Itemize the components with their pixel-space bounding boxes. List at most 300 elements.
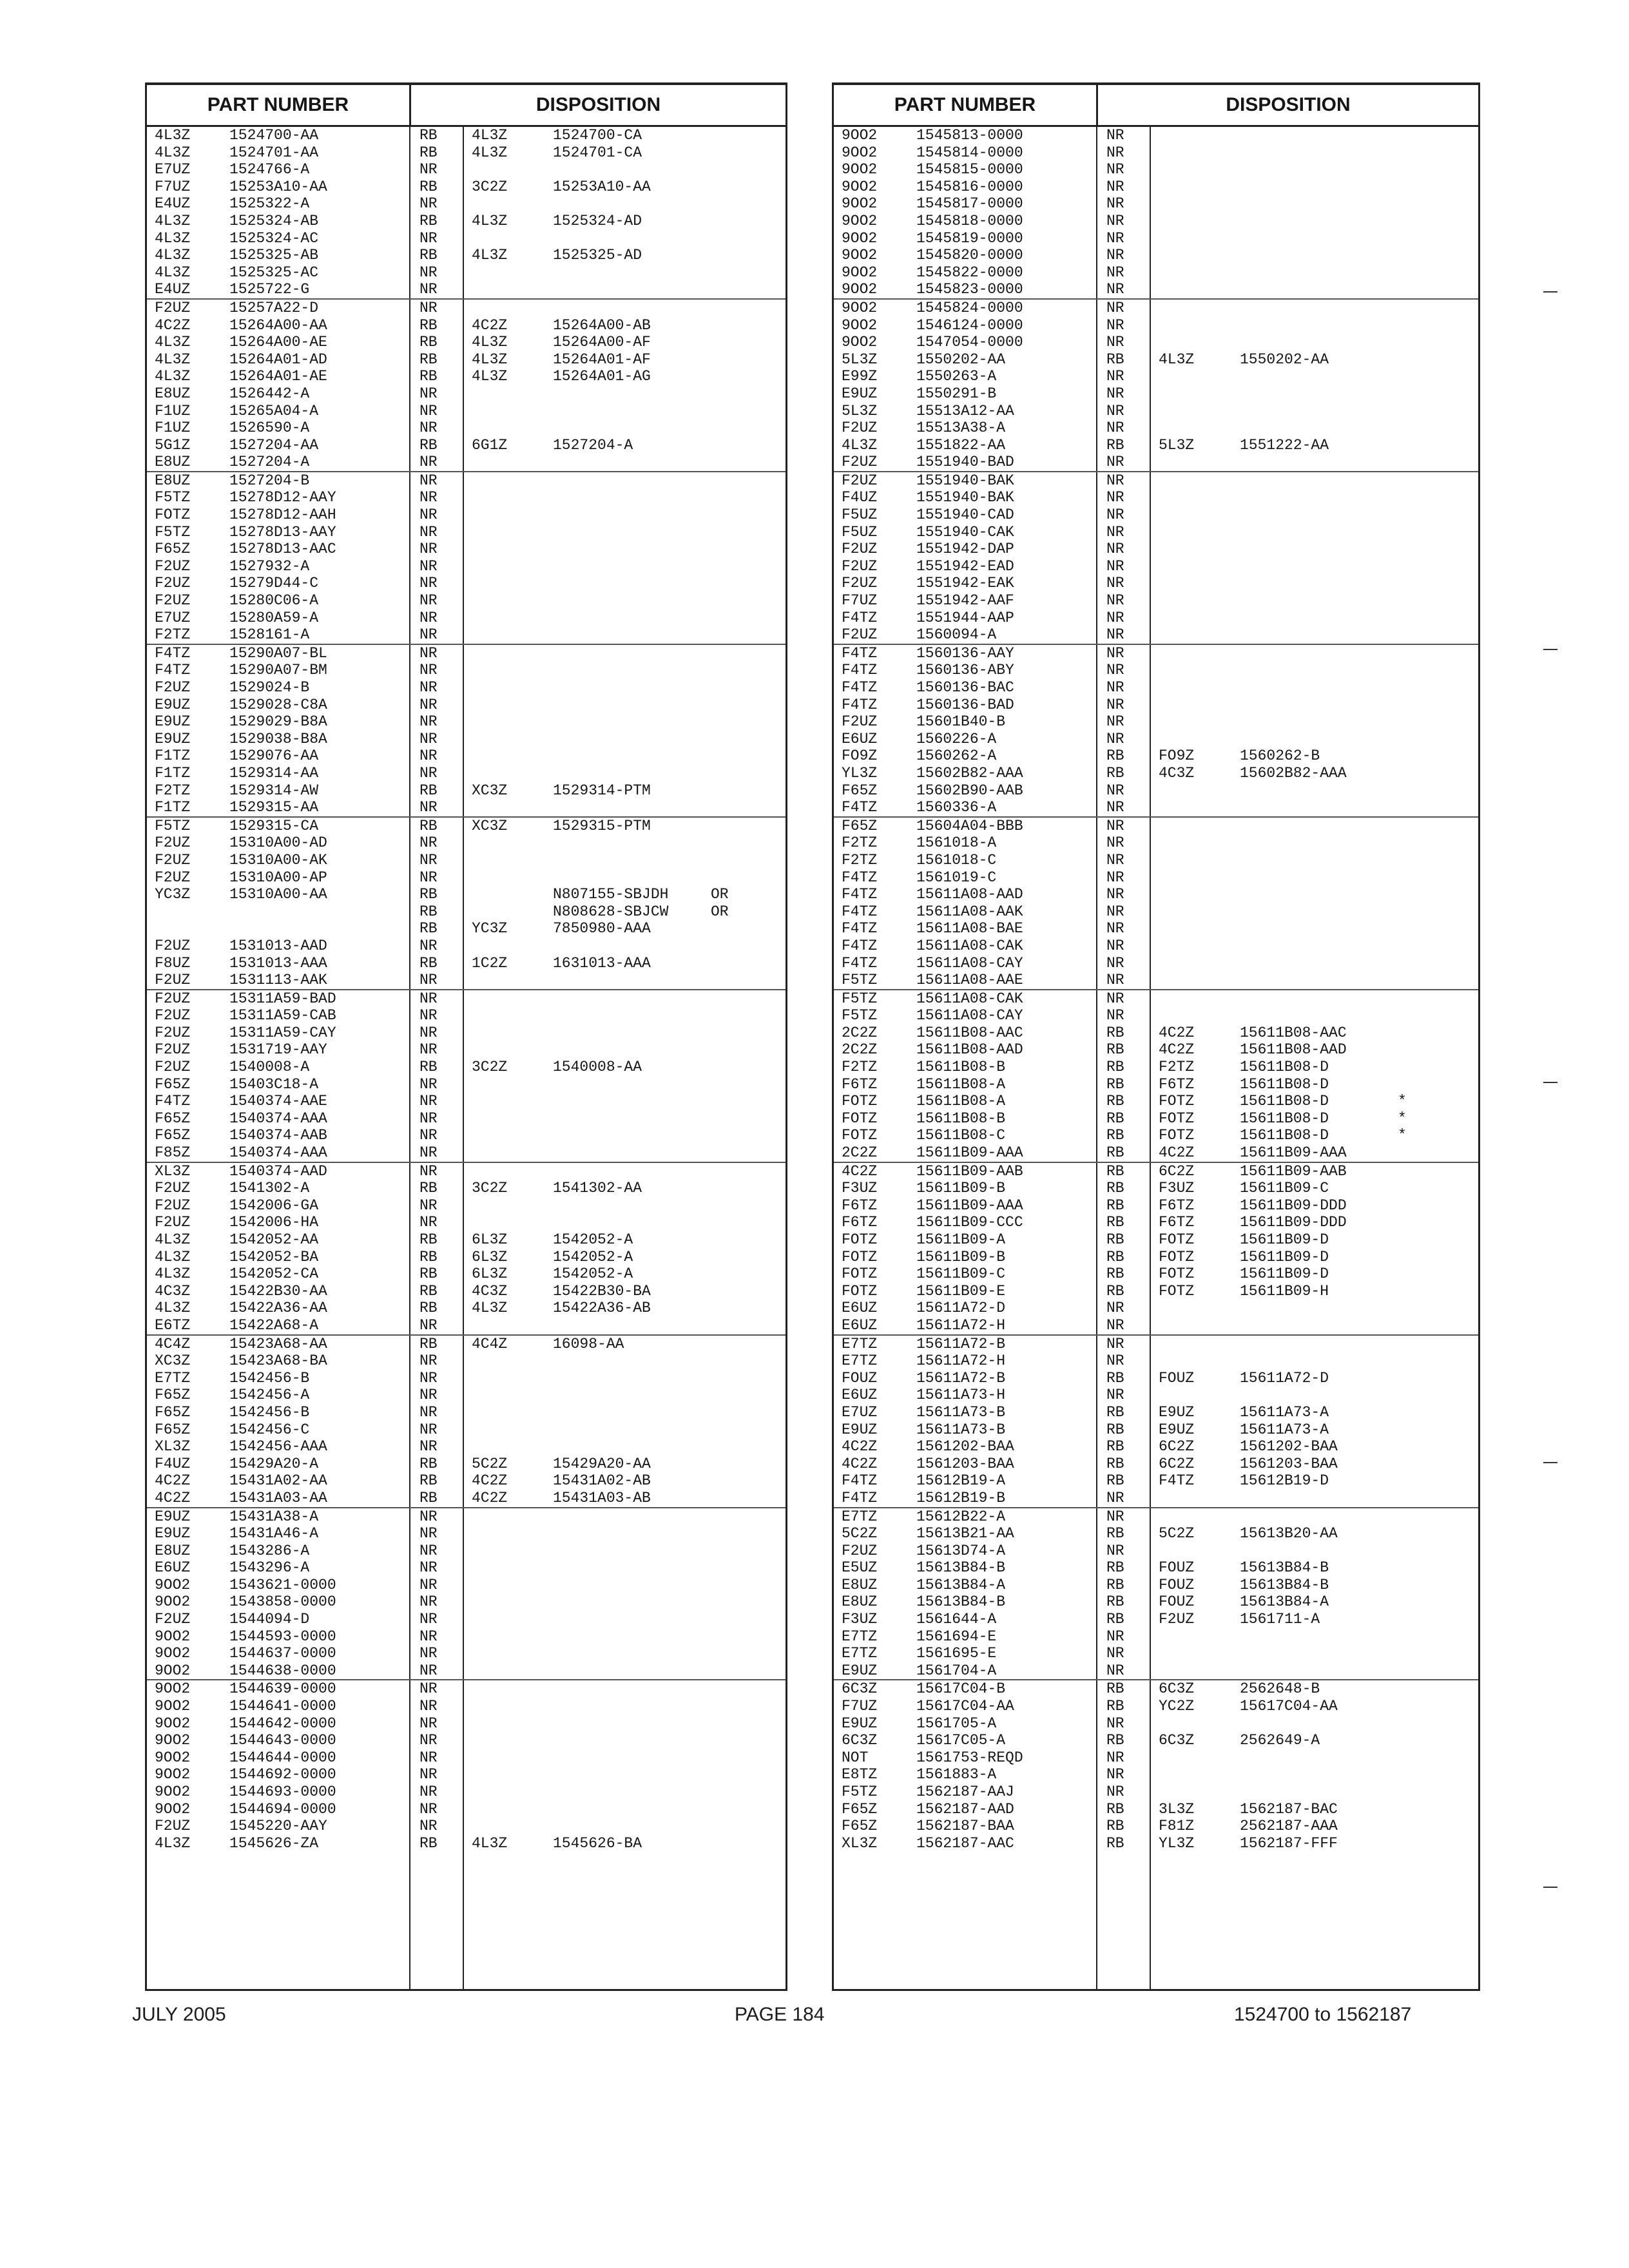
replacement-prefix: E9UZ [1159, 1403, 1195, 1421]
part-prefix: F65Z [155, 1127, 191, 1144]
table-body [834, 127, 1478, 1852]
disposition-code: NR [1106, 212, 1124, 229]
disposition-code: RB [419, 247, 438, 264]
replacement-number: 2562648-B [1240, 1680, 1320, 1698]
part-prefix: E6TZ [155, 1316, 191, 1334]
part-prefix: 9OO2 [155, 1766, 191, 1783]
part-prefix: F7UZ [842, 1698, 878, 1715]
part-number: 1529028-C8A [229, 696, 327, 713]
part-number: 15611A08-CAK [916, 990, 1023, 1007]
part-prefix: F2UZ [842, 575, 878, 592]
table-row [834, 1249, 1478, 1266]
table-row [147, 144, 786, 162]
part-prefix: E5UZ [842, 1559, 878, 1577]
table-row [834, 368, 1478, 385]
part-number: 15611B09-CCC [916, 1214, 1023, 1231]
table-row [834, 385, 1478, 403]
part-prefix: E9UZ [155, 696, 191, 713]
disposition-code: NR [1106, 730, 1124, 747]
table-row [147, 127, 786, 144]
part-prefix: 4L3Z [155, 351, 191, 368]
disposition-code: RB [419, 127, 438, 144]
disposition-code: NR [1106, 247, 1124, 264]
disposition-code: NR [419, 592, 438, 610]
part-number: 15611B09-B [916, 1248, 1006, 1265]
part-prefix: 4C2Z [155, 316, 191, 334]
table-row [834, 161, 1478, 178]
replacement-prefix: XC3Z [472, 782, 508, 799]
part-number: 1551942-AAF [916, 592, 1014, 610]
row-group [834, 1336, 1478, 1508]
part-prefix: 9OO2 [842, 212, 878, 229]
disposition-code: NR [419, 1024, 438, 1041]
replacement-prefix: 4L3Z [472, 144, 508, 161]
disposition-code: RB [419, 436, 438, 454]
part-number: 1544694-0000 [229, 1800, 336, 1818]
table-row [147, 626, 786, 644]
disposition-code: RB [1106, 1680, 1124, 1698]
part-number: 15611B09-C [916, 1265, 1006, 1283]
replacement-number: 15611B09-D [1240, 1248, 1329, 1265]
part-number: 15611B09-AAB [916, 1162, 1023, 1180]
disposition-code: RB [419, 144, 438, 161]
part-number: 1527204-AA [229, 436, 319, 454]
disposition-code: RB [1106, 1093, 1124, 1110]
part-prefix: F3UZ [842, 1180, 878, 1197]
part-number: 1560136-AAY [916, 644, 1014, 662]
part-prefix: 4L3Z [155, 1248, 191, 1265]
disposition-code: NR [419, 1800, 438, 1818]
part-prefix: F2UZ [155, 1611, 191, 1628]
table-row [834, 1197, 1478, 1215]
table-row [834, 1007, 1478, 1024]
disposition-code: NR [1106, 178, 1124, 195]
replacement-number: 1562187-FFF [1240, 1834, 1338, 1852]
table-row [834, 195, 1478, 213]
part-prefix: E8UZ [155, 454, 191, 471]
margin-mark [1543, 649, 1557, 650]
replacement-prefix: FOTZ [1159, 1110, 1195, 1127]
table-row [147, 886, 786, 903]
replacement-prefix: FOTZ [1159, 1231, 1195, 1248]
part-number: 15431A46-A [229, 1525, 319, 1542]
table-row [834, 1144, 1478, 1162]
replacement-number: 16098-AA [553, 1335, 624, 1352]
disposition-code: NR [1106, 264, 1124, 281]
part-number: 1560226-A [916, 730, 997, 747]
part-number: 1560336-A [916, 799, 997, 816]
part-number: 1551942-EAD [916, 557, 1014, 575]
part-number: 15611A08-AAD [916, 886, 1023, 903]
replacement-prefix: FO9Z [1159, 747, 1195, 765]
table-row [147, 247, 786, 264]
disposition-code: RB [419, 920, 438, 937]
disposition-code: NR [1106, 1508, 1124, 1525]
replacement-prefix: 5C2Z [1159, 1525, 1195, 1542]
replacement-number: 15264A00-AB [553, 316, 651, 334]
part-prefix: E9UZ [842, 1421, 878, 1438]
part-number: 1545626-ZA [229, 1834, 319, 1852]
part-number: 1543858-0000 [229, 1593, 336, 1611]
table-row [834, 489, 1478, 506]
disposition-code: NR [419, 1421, 438, 1438]
part-prefix: F2UZ [155, 1059, 191, 1076]
disposition-code: NR [419, 385, 438, 402]
table-row [147, 161, 786, 178]
part-prefix: 4L3Z [155, 264, 191, 281]
part-number: 15613B84-A [916, 1576, 1006, 1593]
part-number: 15611B09-E [916, 1282, 1006, 1300]
replacement-number: 15611B08-D [1240, 1110, 1329, 1127]
table-row [834, 264, 1478, 282]
part-number: 1551940-BAK [916, 472, 1014, 489]
disposition-code: RB [1106, 1162, 1124, 1180]
replacement-prefix: F2TZ [1159, 1059, 1195, 1076]
part-prefix: 9OO2 [842, 229, 878, 247]
disposition-code: NR [419, 402, 438, 419]
disposition-code: NR [419, 1007, 438, 1024]
disposition-code: NR [419, 799, 438, 816]
part-prefix: F5TZ [842, 1783, 878, 1800]
replacement-prefix: F81Z [1159, 1818, 1195, 1835]
part-prefix: E9UZ [155, 1508, 191, 1525]
table-row [834, 610, 1478, 627]
replacement-prefix: 4C2Z [472, 1472, 508, 1490]
disposition-code: NR [419, 1749, 438, 1766]
part-number: 1562187-AAC [916, 1834, 1014, 1852]
part-prefix: F85Z [155, 1144, 191, 1162]
table-row [834, 1180, 1478, 1197]
table-row [834, 818, 1478, 835]
part-prefix: E7TZ [842, 1335, 878, 1352]
part-prefix: F2UZ [842, 472, 878, 489]
table-row [147, 1370, 786, 1387]
part-number: 15422A36-AA [229, 1300, 327, 1317]
part-prefix: F4TZ [155, 644, 191, 662]
part-prefix: F5TZ [842, 1007, 878, 1024]
part-number: 1541302-A [229, 1180, 310, 1197]
part-number: 1540008-A [229, 1059, 310, 1076]
part-number: 1542006-HA [229, 1214, 319, 1231]
part-prefix: 9OO2 [842, 281, 878, 298]
replacement-number: 2562649-A [1240, 1732, 1320, 1749]
part-prefix: 4L3Z [155, 1300, 191, 1317]
part-number: 15310A00-AP [229, 869, 327, 886]
part-prefix: F6TZ [842, 1196, 878, 1214]
table-body [147, 127, 786, 1852]
disposition-code: NR [1106, 541, 1124, 558]
table-row [147, 1317, 786, 1334]
table-row [147, 1577, 786, 1594]
disposition-code: RB [419, 1180, 438, 1197]
part-prefix: 4L3Z [155, 144, 191, 161]
table-row [834, 419, 1478, 437]
disposition-code: RB [419, 1231, 438, 1248]
table-row [834, 852, 1478, 869]
part-number: 1531013-AAA [229, 954, 327, 972]
table-row [834, 558, 1478, 575]
disposition-code: NR [419, 1110, 438, 1127]
part-number: 1527932-A [229, 557, 310, 575]
replacement-number: 15611B08-D [1240, 1127, 1329, 1144]
part-number: 1545820-0000 [916, 247, 1023, 264]
replacement-prefix: YC2Z [1159, 1698, 1195, 1715]
replacement-prefix: 6C3Z [1159, 1680, 1195, 1698]
table-row [147, 1336, 786, 1353]
table-row [147, 264, 786, 282]
part-prefix: FOTZ [155, 506, 191, 524]
table-row [834, 334, 1478, 351]
part-prefix: F2UZ [155, 1214, 191, 1231]
part-prefix: F1TZ [155, 764, 191, 782]
table-row [147, 1421, 786, 1439]
replacement-prefix: FOUZ [1159, 1369, 1195, 1387]
table-row [147, 1783, 786, 1801]
disposition-code: NR [419, 1525, 438, 1542]
replacement-prefix: 3C2Z [472, 178, 508, 195]
disposition-code: NR [419, 1818, 438, 1835]
part-number: 15280C06-A [229, 592, 319, 610]
table-row [147, 1490, 786, 1507]
disposition-code: NR [1106, 1628, 1124, 1645]
table-row [834, 1421, 1478, 1439]
part-number: 15311A59-CAY [229, 1024, 336, 1041]
part-prefix: 9OO2 [842, 127, 878, 144]
part-number: 15611A08-CAY [916, 1007, 1023, 1024]
note: * [1398, 1093, 1407, 1110]
part-number: 15290A07-BM [229, 662, 327, 679]
part-number: 1545822-0000 [916, 264, 1023, 281]
part-number: 15613B21-AA [916, 1525, 1014, 1542]
disposition-code: RB [419, 1834, 438, 1852]
disposition-code: NR [419, 1438, 438, 1456]
part-number: 15602B90-AAB [916, 782, 1023, 799]
part-number: 15278D12-AAY [229, 489, 336, 506]
part-number: 15611B08-B [916, 1059, 1006, 1076]
replacement-prefix: 4C2Z [1159, 1144, 1195, 1162]
table-row [834, 472, 1478, 490]
disposition-code: NR [1106, 1783, 1124, 1800]
part-prefix: 4C2Z [155, 1489, 191, 1506]
part-prefix: E4UZ [155, 195, 191, 213]
disposition-code: RB [1106, 1698, 1124, 1715]
disposition-code: NR [1106, 1352, 1124, 1370]
replacement-number: 15431A03-AB [553, 1489, 651, 1506]
part-number: 1561019-C [916, 869, 997, 886]
replacement-prefix: F6TZ [1159, 1214, 1195, 1231]
table-row [147, 1698, 786, 1715]
part-number: 1529315-CA [229, 817, 319, 834]
disposition-code: NR [1106, 1715, 1124, 1732]
part-number: 1542052-AA [229, 1231, 319, 1248]
part-number: 1560136-BAC [916, 679, 1014, 696]
part-prefix: F2UZ [842, 541, 878, 558]
disposition-code: NR [419, 1316, 438, 1334]
part-number: 1531113-AAK [229, 972, 327, 989]
part-number: 15601B40-B [916, 713, 1006, 731]
part-number: 1551940-BAD [916, 454, 1014, 471]
table-header [834, 85, 1478, 127]
part-prefix: F2UZ [155, 1007, 191, 1024]
replacement-prefix: FOTZ [1159, 1248, 1195, 1265]
part-prefix: 4L3Z [155, 1834, 191, 1852]
disposition-code: NR [1106, 626, 1124, 644]
part-number: 15264A00-AE [229, 334, 327, 351]
part-number: 15613B84-B [916, 1593, 1006, 1611]
table-row [834, 955, 1478, 972]
table-row [147, 765, 786, 782]
part-prefix: F4TZ [842, 903, 878, 920]
disposition-code: NR [1106, 990, 1124, 1007]
part-prefix: 4L3Z [155, 127, 191, 144]
replacement-number: 15611B09-D [1240, 1231, 1329, 1248]
table-row [147, 937, 786, 955]
disposition-code: RB [419, 886, 438, 903]
disposition-code: RB [1106, 1421, 1124, 1438]
table-row [147, 1093, 786, 1110]
replacement-number: 1561711-A [1240, 1611, 1320, 1628]
part-prefix: F65Z [155, 1075, 191, 1093]
part-prefix: F2UZ [155, 851, 191, 869]
part-number: 1560094-A [916, 626, 997, 644]
part-number: 15611B09-AAA [916, 1144, 1023, 1162]
part-prefix: 9OO2 [842, 299, 878, 316]
disposition-code: NR [1106, 954, 1124, 972]
replacement-number: 15611B09-C [1240, 1180, 1329, 1197]
table-row [147, 403, 786, 420]
disposition-code: NR [1106, 1645, 1124, 1662]
table-row [834, 903, 1478, 921]
disposition-code: RB [1106, 764, 1124, 782]
part-prefix: F2UZ [155, 299, 191, 316]
table-row [834, 1265, 1478, 1283]
replacement-number: 1524700-CA [553, 127, 642, 144]
table-row [834, 230, 1478, 247]
part-number: 1544641-0000 [229, 1698, 336, 1715]
part-prefix: F2TZ [842, 834, 878, 852]
replacement-number: 1562187-BAC [1240, 1800, 1338, 1818]
part-prefix: F2UZ [842, 419, 878, 437]
disposition-code: RB [419, 1282, 438, 1300]
disposition-code: NR [419, 1403, 438, 1421]
disposition-code: RB [1106, 1818, 1124, 1835]
part-number: 1525325-AC [229, 264, 319, 281]
replacement-number: 15613B84-B [1240, 1559, 1329, 1577]
table-row [834, 626, 1478, 644]
part-prefix: 9OO2 [155, 1749, 191, 1766]
part-prefix: F3UZ [842, 1611, 878, 1628]
part-number: 15611B08-A [916, 1093, 1006, 1110]
row-group [147, 1680, 786, 1852]
part-prefix: F2UZ [155, 869, 191, 886]
disposition-code: NR [419, 1352, 438, 1370]
part-number: 15611B08-AAD [916, 1041, 1023, 1059]
table-row [147, 1144, 786, 1162]
disposition-code: RB [1106, 351, 1124, 368]
part-prefix: 9OO2 [842, 195, 878, 213]
part-prefix: E6UZ [155, 1559, 191, 1577]
disposition-code: RB [419, 334, 438, 351]
disposition-code: NR [419, 472, 438, 489]
part-prefix: 6C3Z [842, 1680, 878, 1698]
replacement-prefix: 6L3Z [472, 1231, 508, 1248]
table-row [147, 1127, 786, 1144]
table-row [147, 1715, 786, 1733]
disposition-code: NR [1106, 592, 1124, 610]
disposition-code: NR [419, 1144, 438, 1162]
table-row [147, 1508, 786, 1526]
disposition-code: NR [419, 454, 438, 471]
disposition-code: NR [419, 1732, 438, 1749]
part-number: 15311A59-BAD [229, 990, 336, 1007]
disposition-code: NR [419, 696, 438, 713]
part-prefix: 4L3Z [155, 1231, 191, 1248]
table-row [147, 437, 786, 454]
table-row [147, 1265, 786, 1283]
part-number-header: PART NUMBER [834, 85, 1098, 125]
disposition-code: NR [419, 851, 438, 869]
replacement-number: 15611B08-D [1240, 1075, 1329, 1093]
part-prefix: F4TZ [155, 662, 191, 679]
table-row [834, 1472, 1478, 1490]
disposition-code: NR [419, 1715, 438, 1732]
margin-mark [1543, 1462, 1557, 1463]
part-number: 1529314-AA [229, 764, 319, 782]
replacement-prefix: 6C2Z [1159, 1455, 1195, 1472]
disposition-code: NR [419, 1559, 438, 1577]
row-group [834, 990, 1478, 1163]
part-prefix: E6UZ [842, 1300, 878, 1317]
table-row [834, 990, 1478, 1008]
part-number: 1544637-0000 [229, 1645, 336, 1662]
part-number: 15611A73-H [916, 1387, 1006, 1404]
disposition-code: NR [1106, 972, 1124, 989]
disposition-code: RB [419, 1489, 438, 1506]
part-number: 1526442-A [229, 385, 310, 402]
part-prefix: F4TZ [842, 1489, 878, 1506]
footer-page: PAGE 184 [735, 2004, 825, 2025]
replacement-number: 15612B19-D [1240, 1472, 1329, 1490]
table-row [147, 1300, 786, 1317]
table-row [834, 1525, 1478, 1542]
disposition-code: RB [419, 817, 438, 834]
part-prefix: F4TZ [842, 696, 878, 713]
part-prefix: 4C2Z [842, 1438, 878, 1456]
table-row [834, 1732, 1478, 1749]
disposition-code: NR [419, 764, 438, 782]
table-row [834, 1611, 1478, 1628]
replacement-prefix: 4L3Z [472, 1300, 508, 1317]
replacement-prefix: 4L3Z [472, 351, 508, 368]
replacement-number: 1560262-B [1240, 747, 1320, 765]
part-prefix: 2C2Z [842, 1041, 878, 1059]
part-number: 1551942-EAK [916, 575, 1014, 592]
table-row [834, 1024, 1478, 1042]
table-row [834, 144, 1478, 162]
part-prefix: 9OO2 [842, 316, 878, 334]
part-prefix: 4C2Z [842, 1455, 878, 1472]
part-number: 1561203-BAA [916, 1455, 1014, 1472]
part-number: 1551940-BAK [916, 489, 1014, 506]
table-row [147, 1007, 786, 1024]
part-prefix: F2UZ [155, 990, 191, 1007]
part-prefix: F4TZ [842, 662, 878, 679]
replacement-number: N808628-SBJCW [553, 903, 669, 920]
row-group [834, 472, 1478, 645]
table-row [834, 1490, 1478, 1507]
replacement-prefix: F6TZ [1159, 1075, 1195, 1093]
table-row [834, 765, 1478, 782]
